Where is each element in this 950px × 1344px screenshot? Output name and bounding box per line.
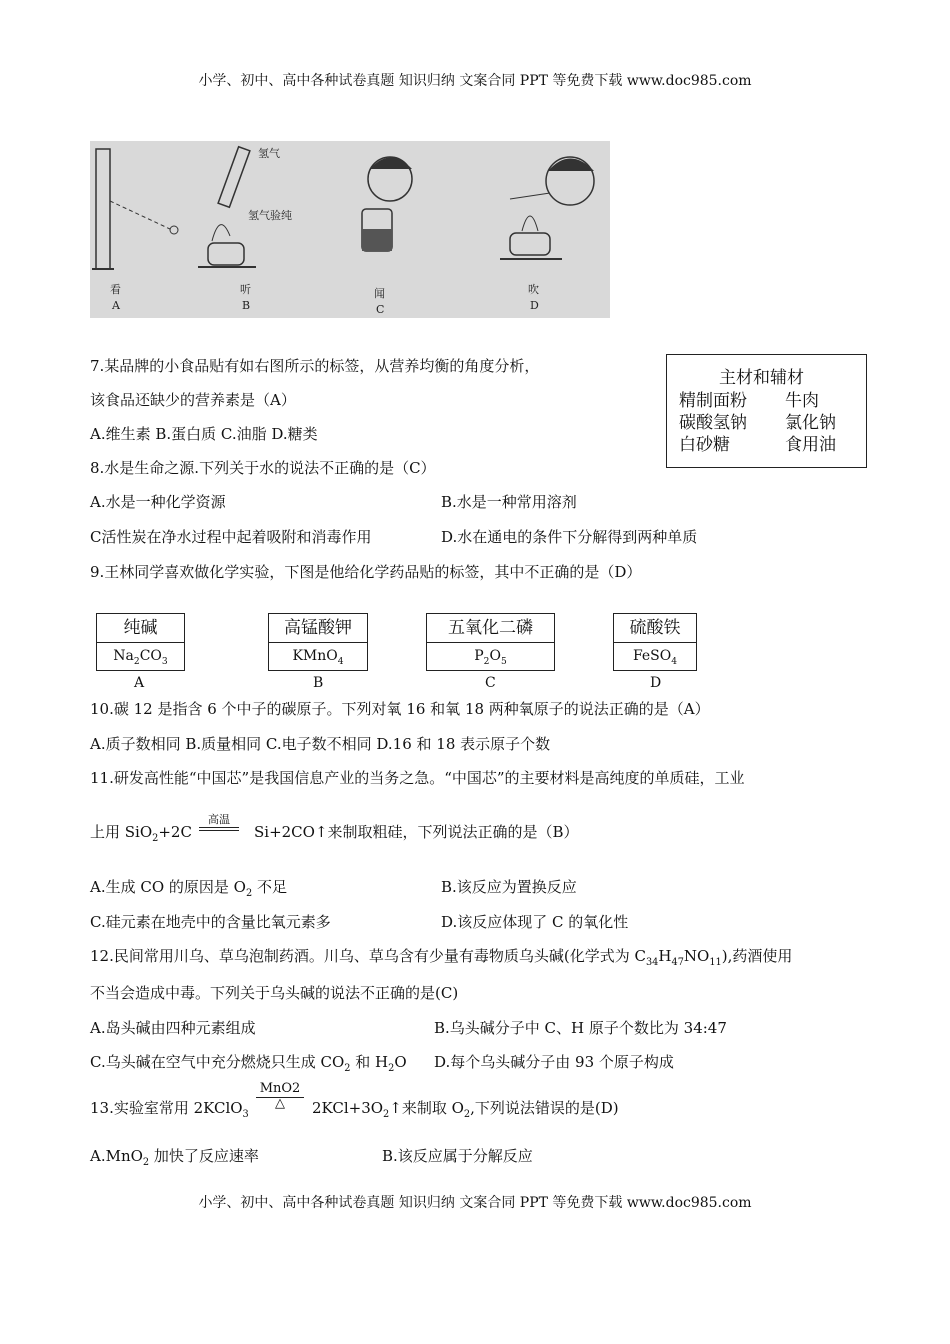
q8-option-a: A.水是一种化学资源 xyxy=(90,493,226,511)
q7-stem-2: 该食品还缺少的营养素是（A） xyxy=(90,391,296,409)
q11-condition-text: 高温 xyxy=(208,813,230,826)
chem-formula: FeSO$_4$ xyxy=(632,648,678,667)
fig-verb-d: 吹 xyxy=(528,283,539,296)
fig-verb-b: 听 xyxy=(240,283,251,296)
chem-name: 纯碱 xyxy=(97,614,184,643)
q8-option-c: C活性炭在净水过程中起着吸附和消毒作用 xyxy=(90,528,372,546)
q8-option-d: D.水在通电的条件下分解得到两种单质 xyxy=(441,528,698,546)
fig-verb-c: 闻 xyxy=(374,287,385,300)
q7-stem-1: 7.某品牌的小食品贴有如右图所示的标签，从营养均衡的角度分析， xyxy=(90,357,540,375)
food-label-item: 碳酸氢钠 xyxy=(679,413,747,433)
food-label-item: 精制面粉 xyxy=(679,391,747,411)
chem-label-d xyxy=(613,613,697,671)
chem-letter-b: B xyxy=(313,675,324,691)
experiment-figure xyxy=(90,141,610,318)
q11-option-a: A.生成 CO 的原因是 $O_2$ 不足 xyxy=(90,878,287,899)
fig-letter-a: A xyxy=(112,299,120,312)
chem-letter-c: C xyxy=(485,675,496,691)
q7-options: A.维生素 B.蛋白质 C.油脂 D.糖类 xyxy=(90,425,318,443)
chem-formula: KMnO$_4$ xyxy=(292,648,344,667)
q13-condition xyxy=(256,1082,304,1110)
q11-option-b: B.该反应为置换反应 xyxy=(441,878,577,896)
q12-option-c: C.乌头碱在空气中充分燃烧只生成 $CO_2$ 和 $H_2O$ xyxy=(90,1053,407,1074)
q13-heat-symbol: △ xyxy=(275,1096,285,1111)
q11-option-d: D.该反应体现了 C 的氧化性 xyxy=(441,913,629,931)
page-header: 小学、初中、高中各种试卷真题 知识归纳 文案合同 PPT 等免费下载 www.doc985.com xyxy=(198,73,752,89)
q8-option-b: B.水是一种常用溶剂 xyxy=(441,493,577,511)
chem-letter-d: D xyxy=(650,675,662,691)
q13-catalyst: MnO2 xyxy=(259,1081,301,1096)
chem-name: 五氧化二磷 xyxy=(427,614,554,643)
q13-option-a: A.MnO$_2$ 加快了反应速率 xyxy=(90,1147,259,1168)
food-label-item: 白砂糖 xyxy=(679,435,730,455)
food-label-box xyxy=(666,354,867,468)
fig-letter-c: C xyxy=(376,303,385,316)
page-footer: 小学、初中、高中各种试卷真题 知识归纳 文案合同 PPT 等免费下载 www.doc985.com xyxy=(198,1195,752,1211)
food-label-title: 主材和辅材 xyxy=(719,368,804,388)
q12-stem-2: 不当会造成中毒。下列关于乌头碱的说法不正确的是(C) xyxy=(90,984,459,1002)
q9-stem: 9.王林同学喜欢做化学实验，下图是他给化学药品贴的标签，其中不正确的是（D） xyxy=(90,563,642,581)
chem-name: 硫酸铁 xyxy=(614,614,696,643)
chem-label-b xyxy=(268,613,368,671)
fig-letter-b: B xyxy=(242,299,251,312)
q13-option-b: B.该反应属于分解反应 xyxy=(382,1147,533,1165)
chem-letter-a: A xyxy=(134,675,145,691)
q10-options: A.质子数相同 B.质量相同 C.电子数不相同 D.16 和 18 表示原子个数 xyxy=(90,735,551,753)
q12-option-b: B.乌头碱分子中 C、H 原子个数比为 34:47 xyxy=(434,1019,727,1037)
food-label-item: 牛肉 xyxy=(785,391,819,411)
q12-option-a: A.岛头碱由四种元素组成 xyxy=(90,1019,256,1037)
food-label-item: 氯化钠 xyxy=(785,413,836,433)
q11-condition xyxy=(199,814,239,831)
chem-label-a xyxy=(96,613,185,671)
q11-stem-1: 11.研发高性能“中国芯”是我国信息产业的当务之急。“中国芯”的主要材料是高纯度的单质硅，工业 xyxy=(90,769,745,787)
tube-label-hydrogen: 氢气 xyxy=(258,147,280,160)
fig-letter-d: D xyxy=(530,299,539,312)
chem-label-c xyxy=(426,613,555,671)
q13-equation-right: $2KCl+3O_2↑$来制取 $O_2$,下列说法错误的是(D) xyxy=(312,1099,619,1120)
tube-label-purity: 氢气验纯 xyxy=(248,209,292,222)
q13-equation-left: 13.实验室常用 2KClO$_3$ xyxy=(90,1099,249,1120)
chem-formula: $P_2O_5$ xyxy=(474,648,507,667)
q12-option-d: D.每个乌头碱分子由 93 个原子构成 xyxy=(434,1053,674,1071)
chem-formula: $Na_2CO_3$ xyxy=(113,648,168,667)
q8-stem: 8.水是生命之源.下列关于水的说法不正确的是（C） xyxy=(90,459,436,477)
q11-equation-right: Si+2CO↑来制取粗硅，下列说法正确的是（B） xyxy=(254,823,579,841)
q11-option-c: C.硅元素在地壳中的含量比氧元素多 xyxy=(90,913,331,931)
q10-stem: 10.碳 12 是指含 6 个中子的碳原子。下列对氧 16 和氧 18 两种氧原子的说法正确的是（A） xyxy=(90,700,710,718)
fig-verb-a: 看 xyxy=(110,283,121,296)
q12-stem-1: 12.民间常用川乌、草乌泡制药酒。川乌、草乌含有少量有毒物质乌头碱(化学式为 $C_{34}H_{47}NO_{11}$),药酒使用 xyxy=(90,947,793,968)
q11-equation-left: 上用 SiO$_2$+2C xyxy=(90,823,192,844)
food-label-item: 食用油 xyxy=(785,435,836,455)
chem-name: 高锰酸钾 xyxy=(269,614,367,643)
